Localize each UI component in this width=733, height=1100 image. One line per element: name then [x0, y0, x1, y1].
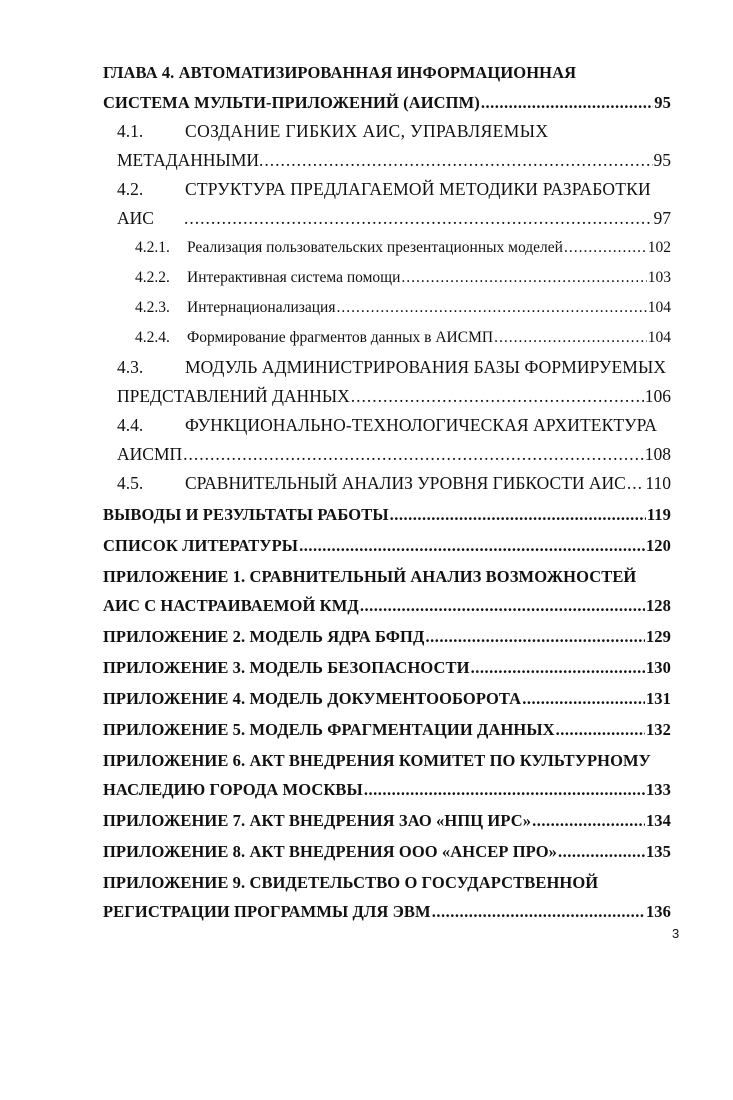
leader-dots [556, 715, 645, 744]
toc-page-number: 135 [645, 842, 671, 861]
toc-entry-title: ПРИЛОЖЕНИЕ 8. АКТ ВНЕДРЕНИЯ ООО «АНСЕР ПРО» [103, 842, 558, 861]
toc-entry-title: СИСТЕМА МУЛЬТИ-ПРИЛОЖЕНИЙ (АИСПМ) [103, 92, 480, 112]
toc-page-number: 102 [647, 239, 671, 256]
toc-page-number: 136 [645, 902, 671, 921]
toc-entry-title: ПРИЛОЖЕНИЕ 3. МОДЕЛЬ БЕЗОПАСНОСТИ [103, 658, 470, 677]
toc-entry-chapter-4 [103, 58, 671, 117]
leader-dots [558, 837, 645, 866]
toc-entry-4-1 [103, 117, 671, 175]
leader-dots [532, 806, 645, 835]
leader-dots [564, 233, 647, 263]
toc-entry-4-3 [103, 353, 671, 411]
toc-entry-title: ВЫВОДЫ И РЕЗУЛЬТАТЫ РАБОТЫ [103, 505, 389, 524]
toc-entry-title: АИС С НАСТРАИВАЕМОЙ КМД [103, 596, 359, 615]
leader-dots [299, 531, 645, 560]
toc-entry-title: ПРИЛОЖЕНИЕ 6. АКТ ВНЕДРЕНИЯ КОМИТЕТ ПО КУЛЬТУРНОМУ [103, 751, 651, 770]
page-number: 3 [672, 926, 680, 941]
toc-entry-number: 4.5. [117, 473, 144, 493]
toc-entry-title: РЕГИСТРАЦИИ ПРОГРАММЫ ДЛЯ ЭВМ [103, 902, 431, 921]
toc-entry-references [103, 531, 671, 560]
toc-entry-title: ПРИЛОЖЕНИЕ 1. СРАВНИТЕЛЬНЫЙ АНАЛИЗ ВОЗМОЖНОСТЕЙ [103, 567, 637, 586]
leader-dots [364, 775, 645, 804]
toc-page-number: 97 [653, 208, 671, 228]
toc-page-number: 110 [645, 473, 671, 493]
toc-page-number: 95 [653, 150, 671, 170]
leader-dots [522, 684, 645, 713]
leader-dots [360, 591, 645, 620]
toc-entry-4-4 [103, 411, 671, 469]
toc-entry-title: Реализация пользовательских презентационных моделей [187, 239, 563, 256]
toc-page-number: 130 [645, 658, 671, 677]
toc-entry-title: НАСЛЕДИЮ ГОРОДА МОСКВЫ [103, 780, 363, 799]
toc-entry-appendix-3 [103, 653, 671, 682]
toc-entry-title: ПРИЛОЖЕНИЕ 4. МОДЕЛЬ ДОКУМЕНТООБОРОТА [103, 689, 522, 708]
leader-dots [264, 146, 652, 175]
leader-dots [390, 500, 646, 529]
toc-entry-title: ПРИЛОЖЕНИЕ 7. АКТ ВНЕДРЕНИЯ ЗАО «НПЦ ИРС» [103, 811, 532, 830]
toc-page-number: 108 [644, 444, 671, 464]
toc-entry-number: 4.3. [117, 357, 144, 377]
toc-entry-title: Формирование фрагментов данных в АИСМП [187, 329, 494, 346]
table-of-contents [103, 58, 671, 926]
toc-entry-title: МЕТАДАННЫМИ. [117, 150, 264, 170]
leader-dots [401, 263, 646, 293]
toc-page-number: 120 [645, 536, 671, 555]
leader-dots [432, 897, 645, 926]
toc-entry-title: ПРИЛОЖЕНИЕ 9. СВИДЕТЕЛЬСТВО О ГОСУДАРСТВЕННОЙ [103, 873, 599, 892]
leader-dots [481, 88, 653, 118]
toc-entry-appendix-9 [103, 868, 671, 926]
toc-entry-title: СПИСОК ЛИТЕРАТУРЫ [103, 536, 299, 555]
toc-entry-appendix-6 [103, 746, 671, 804]
toc-entry-4-5 [103, 469, 671, 498]
toc-page-number: 95 [654, 92, 671, 112]
toc-page-number: 128 [645, 596, 671, 615]
toc-page-number: 134 [645, 811, 671, 830]
toc-entry-title: Интернационализация [187, 299, 336, 316]
toc-entry-title: ФУНКЦИОНАЛЬНО-ТЕХНОЛОГИЧЕСКАЯ АРХИТЕКТУРА [185, 415, 657, 435]
toc-entry-number: 4.2.4. [135, 329, 170, 346]
toc-entry-appendix-2 [103, 622, 671, 651]
toc-entry-title: ПРИЛОЖЕНИЕ 5. МОДЕЛЬ ФРАГМЕНТАЦИИ ДАННЫХ [103, 720, 555, 739]
toc-entry-title: ПРИЛОЖЕНИЕ 2. МОДЕЛЬ ЯДРА БФПД [103, 627, 425, 646]
toc-page-number: 119 [646, 505, 671, 524]
toc-entry-title: Интерактивная система помощи [187, 269, 401, 286]
toc-entry-4-2 [103, 175, 671, 233]
toc-entry-title: АИС [117, 208, 154, 228]
toc-entry-title: СТРУКТУРА ПРЕДЛАГАЕМОЙ МЕТОДИКИ РАЗРАБОТКИ [185, 179, 651, 199]
toc-page-number: 131 [645, 689, 671, 708]
toc-page-number: 106 [644, 386, 671, 406]
toc-entry-appendix-5 [103, 715, 671, 744]
leader-dots [351, 382, 644, 411]
toc-entry-4-2-3 [103, 293, 671, 323]
toc-page-number: 104 [647, 299, 671, 316]
toc-entry-title: ПРЕДСТАВЛЕНИЙ ДАННЫХ [117, 386, 350, 406]
leader-dots [183, 440, 644, 469]
toc-entry-number: 4.2.1. [135, 239, 170, 256]
toc-entry-appendix-4 [103, 684, 671, 713]
toc-page-number: 133 [645, 780, 671, 799]
toc-entry-title: ГЛАВА 4. АВТОМАТИЗИРОВАННАЯ ИНФОРМАЦИОННАЯ [103, 63, 577, 82]
toc-entry-appendix-1 [103, 562, 671, 620]
leader-dots [184, 204, 653, 233]
toc-page-number: 103 [647, 269, 671, 286]
toc-entry-number: 4.2. [117, 179, 144, 199]
toc-entry-number: 4.2.3. [135, 299, 170, 316]
leader-dots [494, 323, 647, 353]
toc-entry-conclusions [103, 500, 671, 529]
toc-entry-appendix-8 [103, 837, 671, 866]
toc-entry-4-2-2 [103, 263, 671, 293]
toc-page-number: 132 [645, 720, 671, 739]
toc-entry-title: СОЗДАНИЕ ГИБКИХ АИС, УПРАВЛЯЕМЫХ [185, 121, 549, 141]
toc-page-number: 104 [647, 329, 671, 346]
leader-dots [627, 469, 645, 498]
toc-entry-title: АИСМП [117, 444, 183, 464]
toc-entry-title: МОДУЛЬ АДМИНИСТРИРОВАНИЯ БАЗЫ ФОРМИРУЕМЫХ [185, 357, 667, 377]
toc-entry-title: СРАВНИТЕЛЬНЫЙ АНАЛИЗ УРОВНЯ ГИБКОСТИ АИС [185, 473, 626, 493]
toc-page-number: 129 [645, 627, 671, 646]
toc-entry-number: 4.1. [117, 121, 144, 141]
leader-dots [336, 293, 646, 323]
toc-entry-4-2-1 [103, 233, 671, 263]
leader-dots [471, 653, 645, 682]
toc-entry-number: 4.2.2. [135, 269, 170, 286]
toc-entry-number: 4.4. [117, 415, 144, 435]
toc-entry-appendix-7 [103, 806, 671, 835]
leader-dots [425, 622, 645, 651]
toc-entry-4-2-4 [103, 323, 671, 353]
